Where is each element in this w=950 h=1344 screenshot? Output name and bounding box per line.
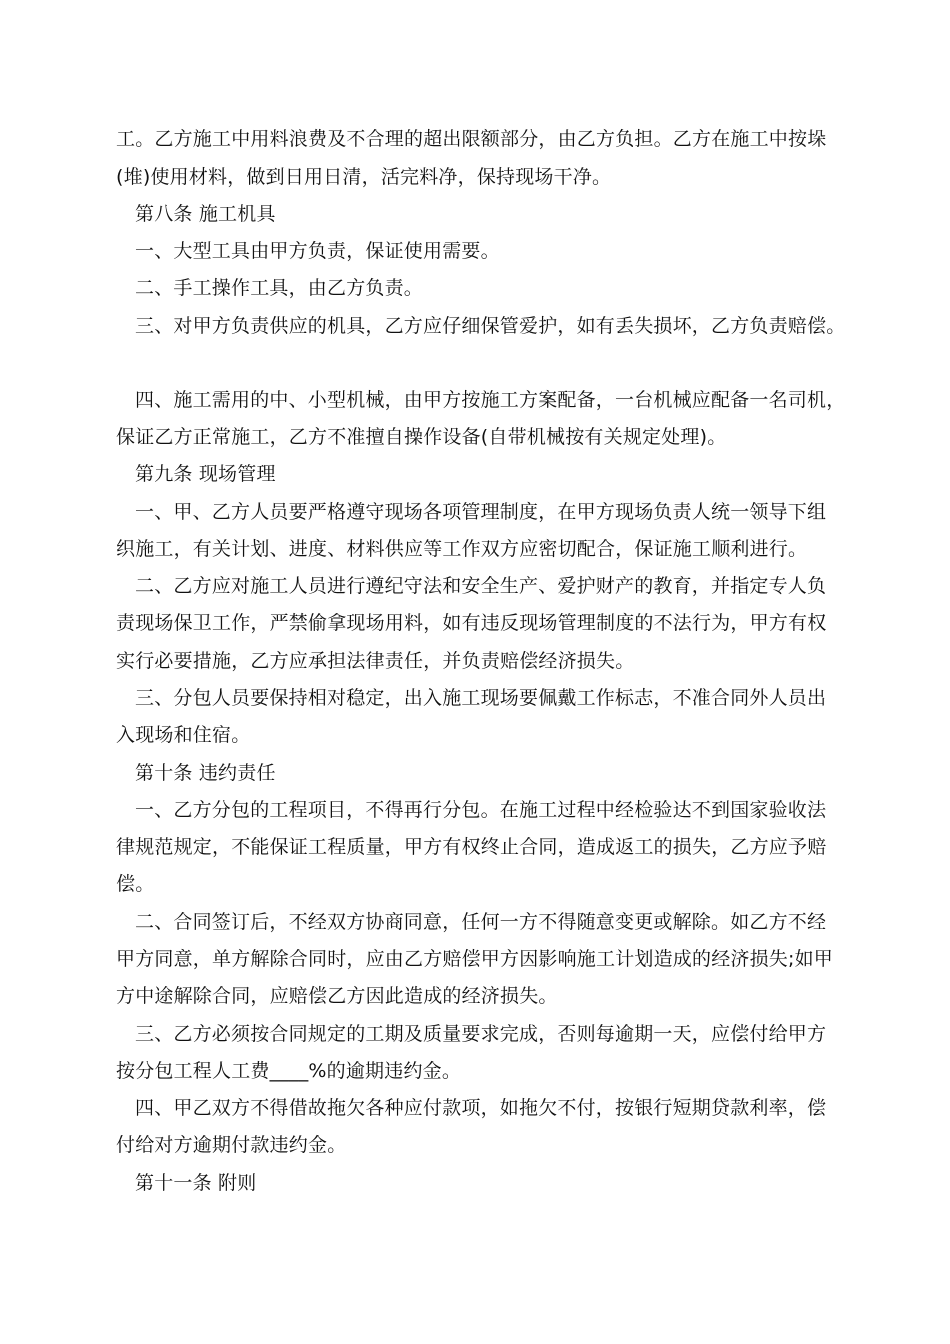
text-line: 三、对甲方负责供应的机具，乙方应仔细保管爱护，如有丢失损坏，乙方负责赔偿。 [135,315,846,337]
text-line: 按分包工程人工费____%的逾期违约金。 [116,1060,462,1082]
section-heading: 第八条 施工机具 [135,203,276,225]
text-line: 一、乙方分包的工程项目，不得再行分包。在施工过程中经检验达不到国家验收法 [135,799,827,821]
text-line: 律规范规定，不能保证工程质量，甲方有权终止合同，造成返工的损失，乙方应予赔 [116,836,827,858]
text-line: 二、乙方应对施工人员进行遵纪守法和安全生产、爱护财产的教育，并指定专人负 [135,575,827,597]
text-line: 二、手工操作工具，由乙方负责。 [135,277,424,299]
text-line: 保证乙方正常施工，乙方不准擅自操作设备(自带机械按有关规定处理)。 [116,426,727,448]
text-line: 二、合同签订后，不经双方协商同意，任何一方不得随意变更或解除。如乙方不经 [135,911,827,933]
text-line: 偿。 [116,873,155,895]
text-line: 甲方同意，单方解除合同时，应由乙方赔偿甲方因影响施工计划造成的经济损失;如甲 [116,948,834,970]
text-line: (堆)使用材料，做到日用日清，活完料净，保持现场干净。 [116,166,612,188]
text-line: 付给对方逾期付款违约金。 [116,1134,347,1156]
text-line: 入现场和住宿。 [116,724,251,746]
text-line: 三、乙方必须按合同规定的工期及质量要求完成，否则每逾期一天，应偿付给甲方 [135,1023,827,1045]
text-line: 责现场保卫工作，严禁偷拿现场用料，如有违反现场管理制度的不法行为，甲方有权 [116,612,827,634]
text-line: 一、大型工具由甲方负责，保证使用需要。 [135,240,500,262]
text-line: 方中途解除合同，应赔偿乙方因此造成的经济损失。 [116,985,558,1007]
text-line: 实行必要措施，乙方应承担法律责任，并负责赔偿经济损失。 [116,650,635,672]
text-line: 四、甲乙双方不得借故拖欠各种应付款项，如拖欠不付，按银行短期贷款利率，偿 [135,1097,827,1119]
text-line: 一、甲、乙方人员要严格遵守现场各项管理制度，在甲方现场负责人统一领导下组 [135,501,827,523]
text-line: 织施工，有关计划、进度、材料供应等工作双方应密切配合，保证施工顺利进行。 [116,538,808,560]
section-heading: 第十一条 附则 [135,1172,257,1194]
section-heading: 第十条 违约责任 [135,762,276,784]
text-line: 三、分包人员要保持相对稳定，出入施工现场要佩戴工作标志，不准合同外人员出 [135,687,827,709]
section-heading: 第九条 现场管理 [135,463,276,485]
text-line: 四、施工需用的中、小型机械，由甲方按施工方案配备，一台机械应配备一名司机， [135,389,846,411]
text-line: 工。乙方施工中用料浪费及不合理的超出限额部分，由乙方负担。乙方在施工中按垛 [116,128,827,150]
